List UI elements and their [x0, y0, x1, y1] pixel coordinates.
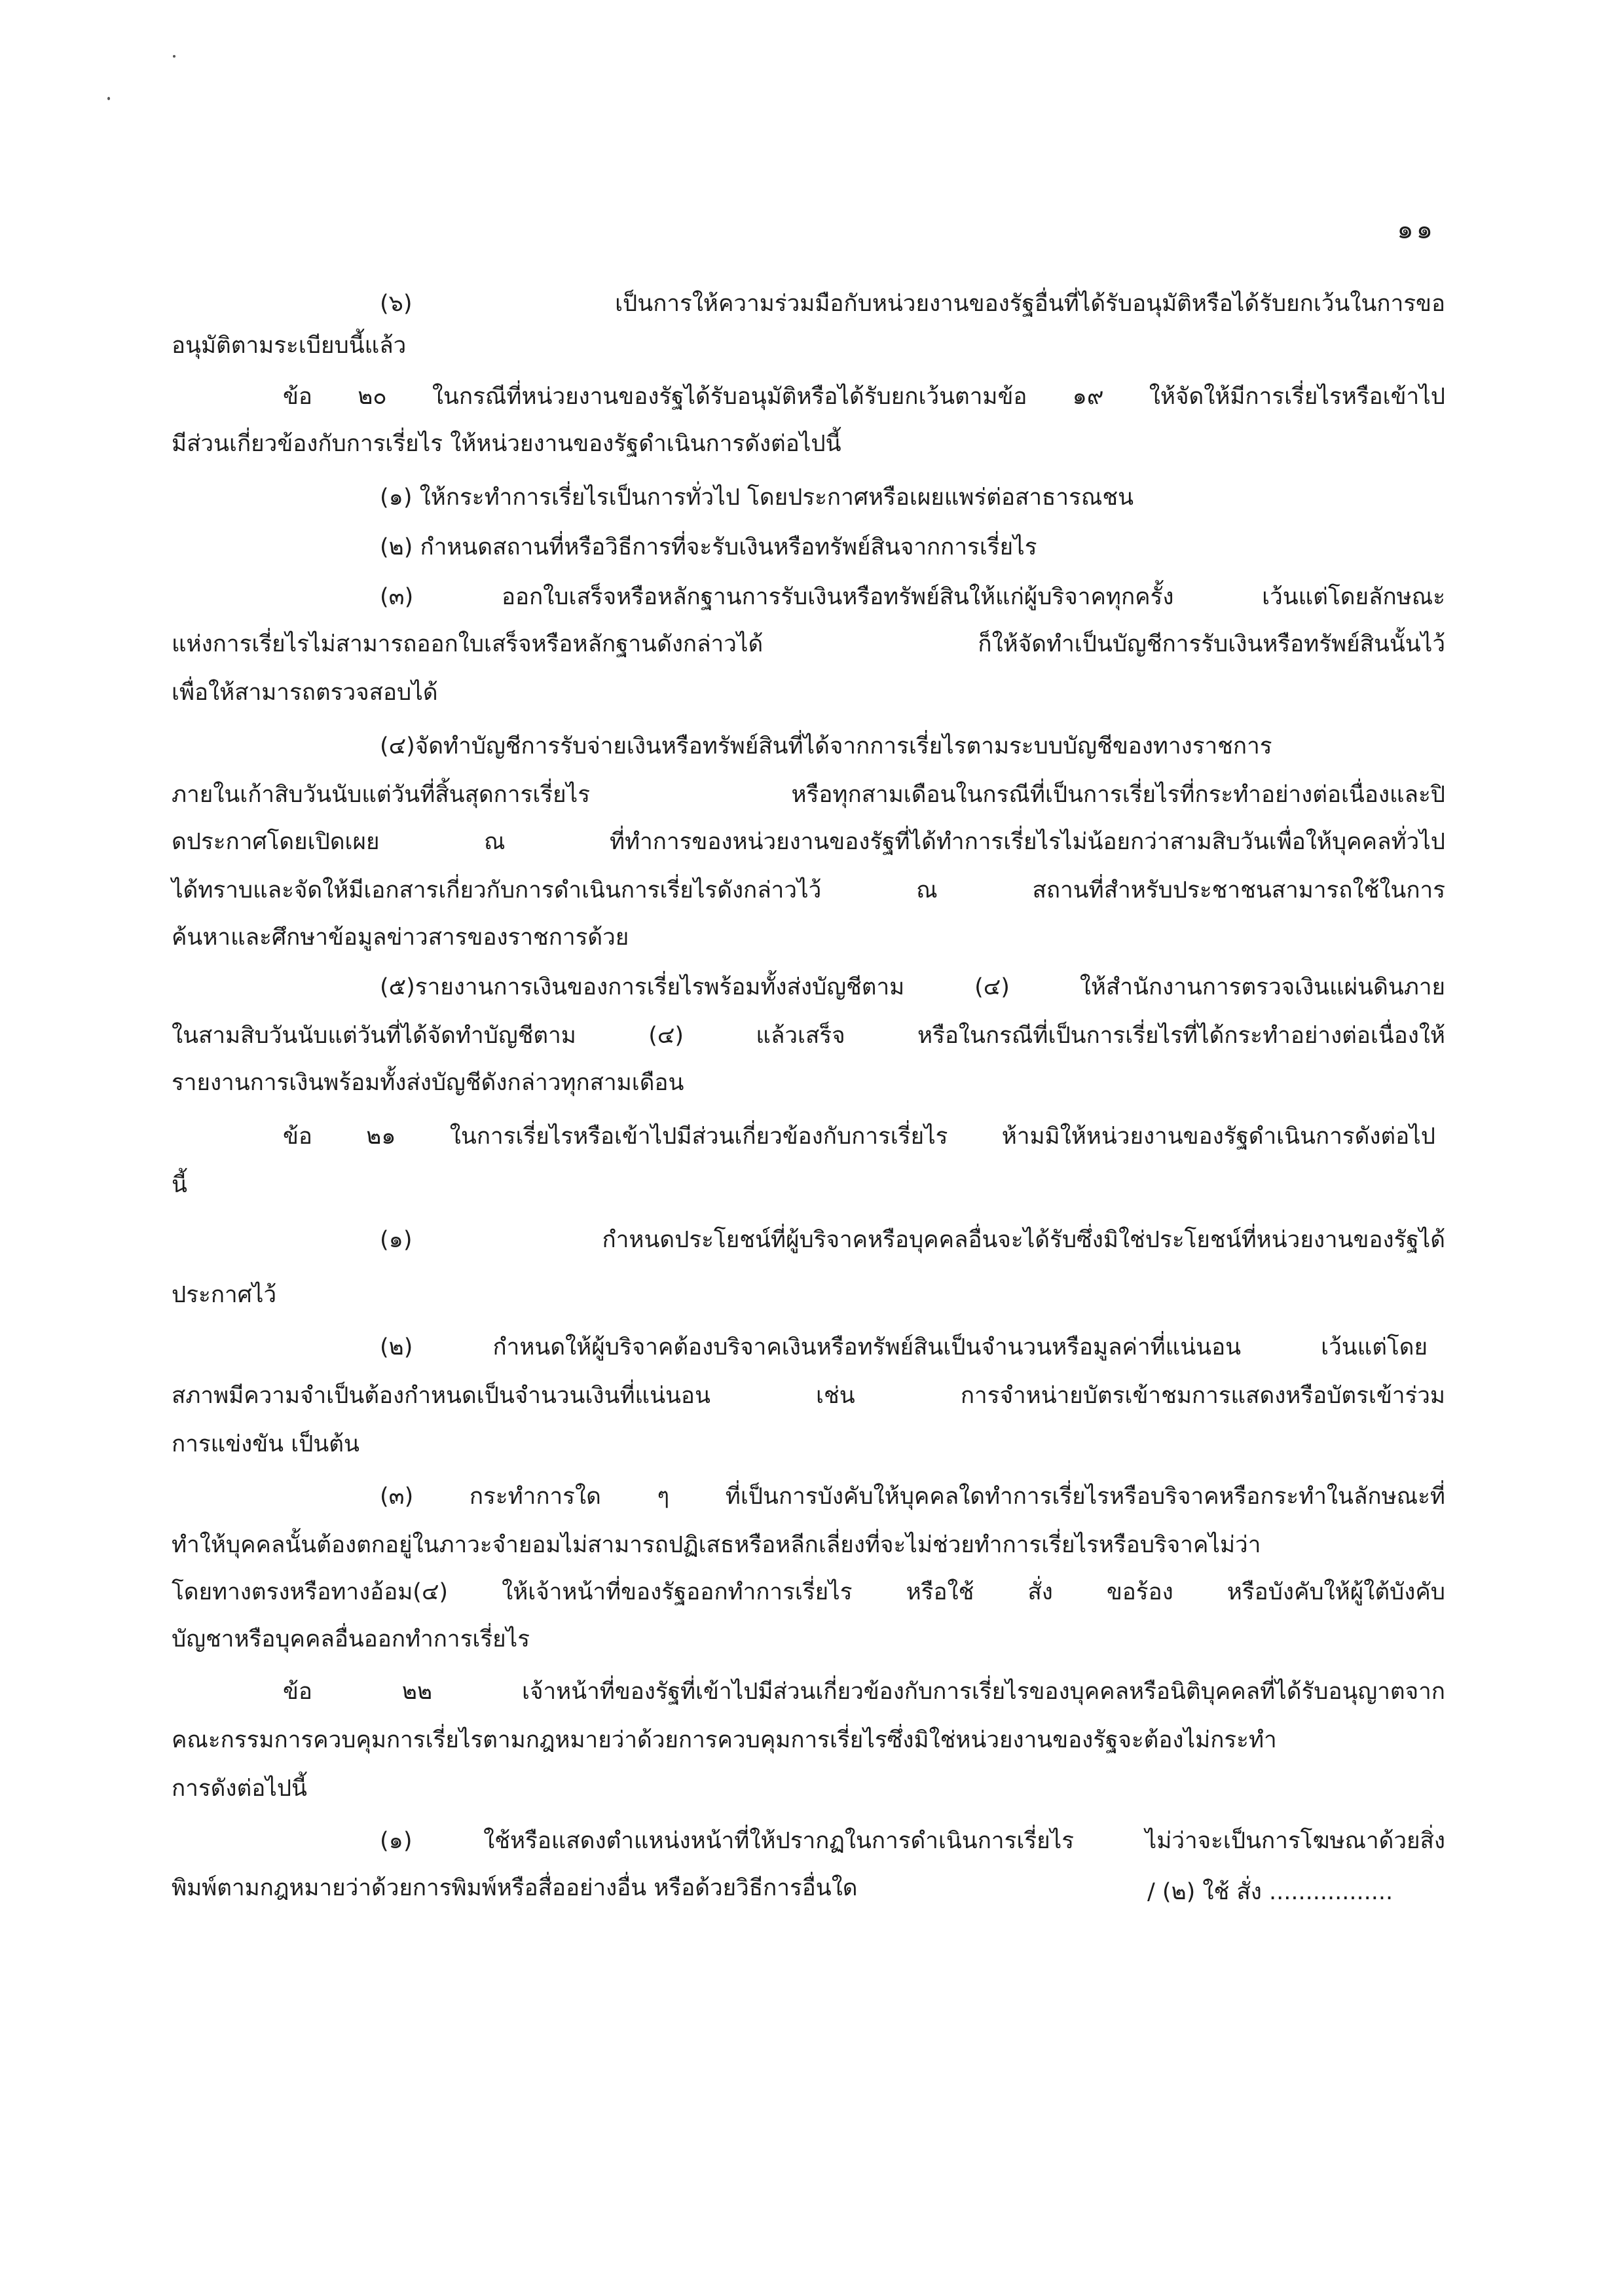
text-line: (๔)จัดทำบัญชีการรับจ่ายเงินหรือทรัพย์สินที่ได้จากการเรี่ยไรตามระบบบัญชีของทางราชการ — [380, 733, 1272, 759]
text-line: ค้นหาและศึกษาข้อมูลข่าวสารของราชการด้วย — [172, 924, 629, 951]
scan-speck — [173, 55, 175, 58]
text-line: ข้อ ๒๒ เจ้าหน้าที่ของรัฐที่เข้าไปมีส่วนเกี่ยวข้องกับการเรี่ยไรของบุคคลหรือนิติบุคคลที่ได้รับอนุญาตจาก — [283, 1679, 1445, 1705]
text-line: ข้อ ๒๑ ในการเรี่ยไรหรือเข้าไปมีส่วนเกี่ยวข้องกับการเรี่ยไร ห้ามมิให้หน่วยงานของรัฐดำเนินการดังต่อไป — [283, 1123, 1435, 1150]
text-line: บัญชาหรือบุคคลอื่นออกทำการเรี่ยไร — [172, 1626, 530, 1652]
text-line: ได้ทราบและจัดให้มีเอกสารเกี่ยวกับการดำเนินการเรี่ยไรดังกล่าวไว้ ณ สถานที่สำหรับประชาชนสามารถใช้ในการ — [172, 877, 1445, 903]
text-line: ทำให้บุคคลนั้นต้องตกอยู่ในภาวะจำยอมไม่สามารถปฏิเสธหรือหลีกเลี่ยงที่จะไม่ช่วยทำการเรี่ยไรหรือบริจาคไม่ว่า — [172, 1532, 1261, 1558]
scan-speck — [107, 97, 110, 100]
text-line: (๒) กำหนดให้ผู้บริจาคต้องบริจาคเงินหรือทรัพย์สินเป็นจำนวนหรือมูลค่าที่แน่นอน เว้นแต่โดย — [380, 1334, 1428, 1360]
text-line: พิมพ์ตามกฎหมายว่าด้วยการพิมพ์หรือสื่ออย่างอื่น หรือด้วยวิธีการอื่นใด — [172, 1875, 858, 1901]
text-line: (๓) กระทำการใด ๆ ที่เป็นการบังคับให้บุคคลใดทำการเรี่ยไรหรือบริจาคหรือกระทำในลักษณะที่ — [380, 1484, 1445, 1510]
text-line: (๑) กำหนดประโยชน์ที่ผู้บริจาคหรือบุคคลอื่นจะได้รับซึ่งมิใช่ประโยชน์ที่หน่วยงานของรัฐได้ — [380, 1227, 1445, 1253]
page-number: ๑๑ — [1397, 215, 1435, 245]
text-line: สภาพมีความจำเป็นต้องกำหนดเป็นจำนวนเงินที่แน่นอน เช่น การจำหน่ายบัตรเข้าชมการแสดงหรือบัตรเข้าร่วม — [172, 1383, 1445, 1409]
text-line: คณะกรรมการควบคุมการเรี่ยไรตามกฎหมายว่าด้วยการควบคุมการเรี่ยไรซึ่งมิใช่หน่วยงานของรัฐจะต้องไม่กระทำ — [172, 1727, 1277, 1753]
text-line: อนุมัติตามระเบียบนี้แล้ว — [172, 333, 407, 359]
text-line: โดยทางตรงหรือทางอ้อม(๔) ให้เจ้าหน้าที่ของรัฐออกทำการเรี่ยไร หรือใช้ สั่ง ขอร้อง หรือบังคับให้ผู้ใต้บังคับ — [172, 1579, 1445, 1605]
text-line: (๕)รายงานการเงินของการเรี่ยไรพร้อมทั้งส่งบัญชีตาม (๔) ให้สำนักงานการตรวจเงินแผ่นดินภาย — [380, 974, 1445, 1000]
text-line: นี้ — [172, 1172, 187, 1198]
text-line: (๑) ใช้หรือแสดงตำแหน่งหน้าที่ให้ปรากฏในการดำเนินการเรี่ยไร ไม่ว่าจะเป็นการโฆษณาด้วยสิ่ง — [380, 1828, 1445, 1854]
text-line: แห่งการเรี่ยไรไม่สามารถออกใบเสร็จหรือหลักฐานดังกล่าวได้ ก็ให้จัดทำเป็นบัญชีการรับเงินหรือทรัพย์สินนั้นไว้ — [172, 631, 1445, 657]
text-line: ข้อ ๒๐ ในกรณีที่หน่วยงานของรัฐได้รับอนุมัติหรือได้รับยกเว้นตามข้อ ๑๙ ให้จัดให้มีการเรี่ยไรหรือเข้าไป — [283, 384, 1445, 410]
text-line: ในสามสิบวันนับแต่วันที่ได้จัดทำบัญชีตาม (๔) แล้วเสร็จ หรือในกรณีที่เป็นการเรี่ยไรที่ได้กระทำอย่างต่อเนื่องให้ — [172, 1023, 1445, 1049]
text-line: รายงานการเงินพร้อมทั้งส่งบัญชีดังกล่าวทุกสามเดือน — [172, 1070, 684, 1096]
text-line: เพื่อให้สามารถตรวจสอบได้ — [172, 680, 438, 706]
text-line: (๖) เป็นการให้ความร่วมมือกับหน่วยงานของรัฐอื่นที่ได้รับอนุมัติหรือได้รับยกเว้นในการขอ — [380, 291, 1445, 317]
text-line: การแข่งขัน เป็นต้น — [172, 1431, 360, 1457]
text-line: (๒) กำหนดสถานที่หรือวิธีการที่จะรับเงินหรือทรัพย์สินจากการเรี่ยไร — [380, 534, 1037, 560]
text-line: ภายในเก้าสิบวันนับแต่วันที่สิ้นสุดการเรี่ยไร หรือทุกสามเดือนในกรณีที่เป็นการเรี่ยไรที่กระทำอย่างต่อเนื่องและปิ — [172, 782, 1445, 808]
text-line: (๑) ให้กระทำการเรี่ยไรเป็นการทั่วไป โดยประกาศหรือเผยแพร่ต่อสาธารณชน — [380, 484, 1134, 511]
text-line: มีส่วนเกี่ยวข้องกับการเรี่ยไร ให้หน่วยงานของรัฐดำเนินการดังต่อไปนี้ — [172, 431, 841, 457]
text-line: ประกาศไว้ — [172, 1282, 277, 1308]
text-line: ดประกาศโดยเปิดเผย ณ ที่ทำการของหน่วยงานของรัฐที่ได้ทำการเรี่ยไรไม่น้อยกว่าสามสิบวันเพื่อให้บุคคลทั่วไป — [172, 829, 1445, 855]
continuation-note: / (๒) ใช้ สั่ง ................. — [1147, 1879, 1393, 1905]
text-line: การดังต่อไปนี้ — [172, 1776, 307, 1802]
text-line: (๓) ออกใบเสร็จหรือหลักฐานการรับเงินหรือทรัพย์สินให้แก่ผู้บริจาคทุกครั้ง เว้นแต่โดยลักษณะ — [380, 584, 1445, 610]
